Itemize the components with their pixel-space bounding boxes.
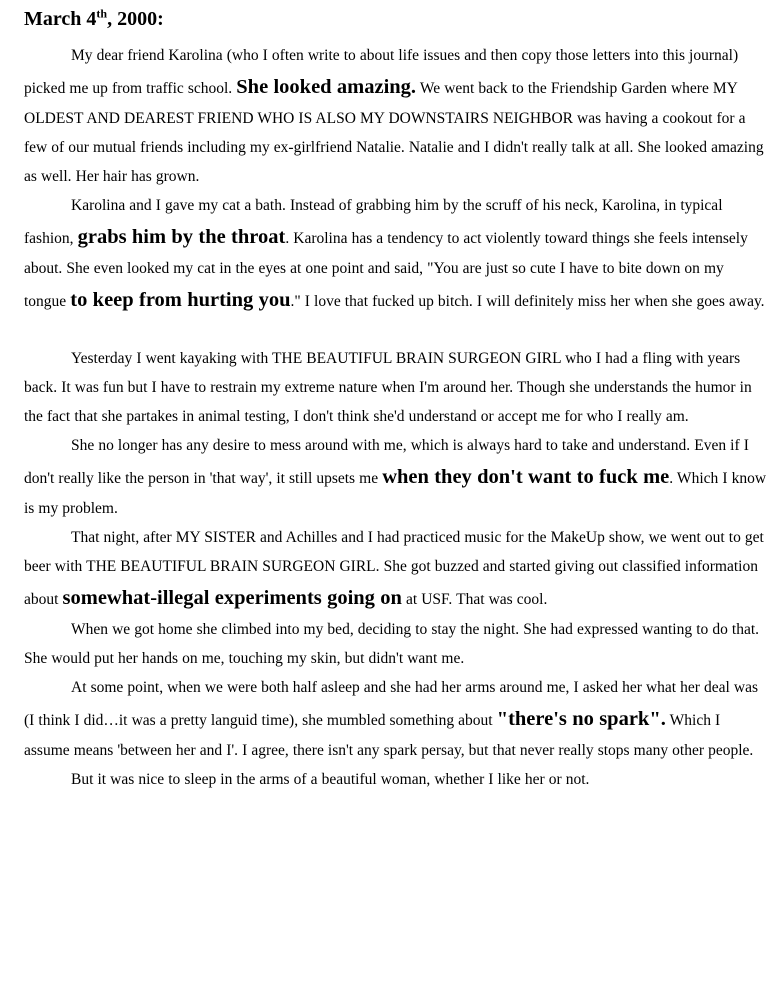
paragraph [24,523,766,615]
body-text: Yesterday I went kayaking with THE BEAUTIFUL BRAIN SURGEON GIRL who I had a fling with years back. It was fun but I have to restrain my extreme nature when I'm around her. Though she understands the humor in the fact that she partakes in animal testing, I don't think she'd understand or accept me for who I really am. [24,350,752,425]
body-text: March 4 [24,8,97,30]
emphasis-text: "there's no spark". [496,708,666,730]
body-text: , 2000: [107,8,164,30]
paragraph [24,191,766,317]
body-text: When we got home she climbed into my bed, deciding to stay the night. She had expressed wanting to do that. She would put her hands on me, touching my skin, but didn't want me. [24,621,760,667]
body-text: . Karolina has a tendency to act violently toward things she feels intensely about. She even looked my cat in the eyes at one point and said, "You are just so cute I have to bite down on my tongue [24,230,748,310]
paragraph [24,431,766,523]
entry-date-heading [24,6,766,32]
body-text: . Which I know is my problem. [24,470,767,517]
paragraph [24,615,766,673]
paragraph [24,765,766,794]
body-text: We went back to the Friendship Garden where MY OLDEST AND DEAREST FRIEND WHO IS ALSO MY DOWNSTAIRS NEIGHBOR was having a cookout for a few of our mutual friends including my ex-girlfriend Natalie. Natalie and I didn't really talk at all. She looked amazing as well. Her hair has grown. [24,80,764,185]
emphasis-text: grabs him by the throat [77,226,286,248]
superscript-text: th [96,6,108,21]
emphasis-text: somewhat-illegal experiments going on [62,587,402,609]
body-text: She no longer has any desire to mess around with me, which is always hard to take and understand. Even if I don't really like the person in 'that way', it still upsets me [24,437,749,487]
paragraph-spacer [24,317,766,344]
paragraph [24,344,766,431]
body-text: At some point, when we were both half asleep and she had her arms around me, I asked her what her deal was (I think I did…it was a pretty languid time), she mumbled something about [24,679,759,729]
body-text: at USF. That was cool. [401,591,548,608]
body-text: Which I assume means 'between her and I'. I agree, there isn't any spark persay, but that never really stops many other people. [24,712,754,759]
emphasis-text: She looked amazing. [236,76,417,98]
entry-body [24,41,766,794]
body-text: ." I love that fucked up bitch. I will definitely miss her when she goes away. [290,293,765,310]
emphasis-text: when they don't want to fuck me [382,466,670,488]
body-text: That night, after MY SISTER and Achilles and I had practiced music for the MakeUp show, we went out to get beer with THE BEAUTIFUL BRAIN SURGEON GIRL. She got buzzed and started giving out classified information about [24,529,764,608]
body-text: But it was nice to sleep in the arms of a beautiful woman, whether I like her or not. [71,771,590,788]
body-text: Karolina and I gave my cat a bath. Instead of grabbing him by the scruff of his neck, Karolina, in typical fashion, [24,197,723,247]
emphasis-text: to keep from hurting you [70,289,291,311]
body-text: My dear friend Karolina (who I often write to about life issues and then copy those letters into this journal) picked me up from traffic school. [24,47,739,97]
paragraph [24,673,766,765]
paragraph [24,41,766,191]
